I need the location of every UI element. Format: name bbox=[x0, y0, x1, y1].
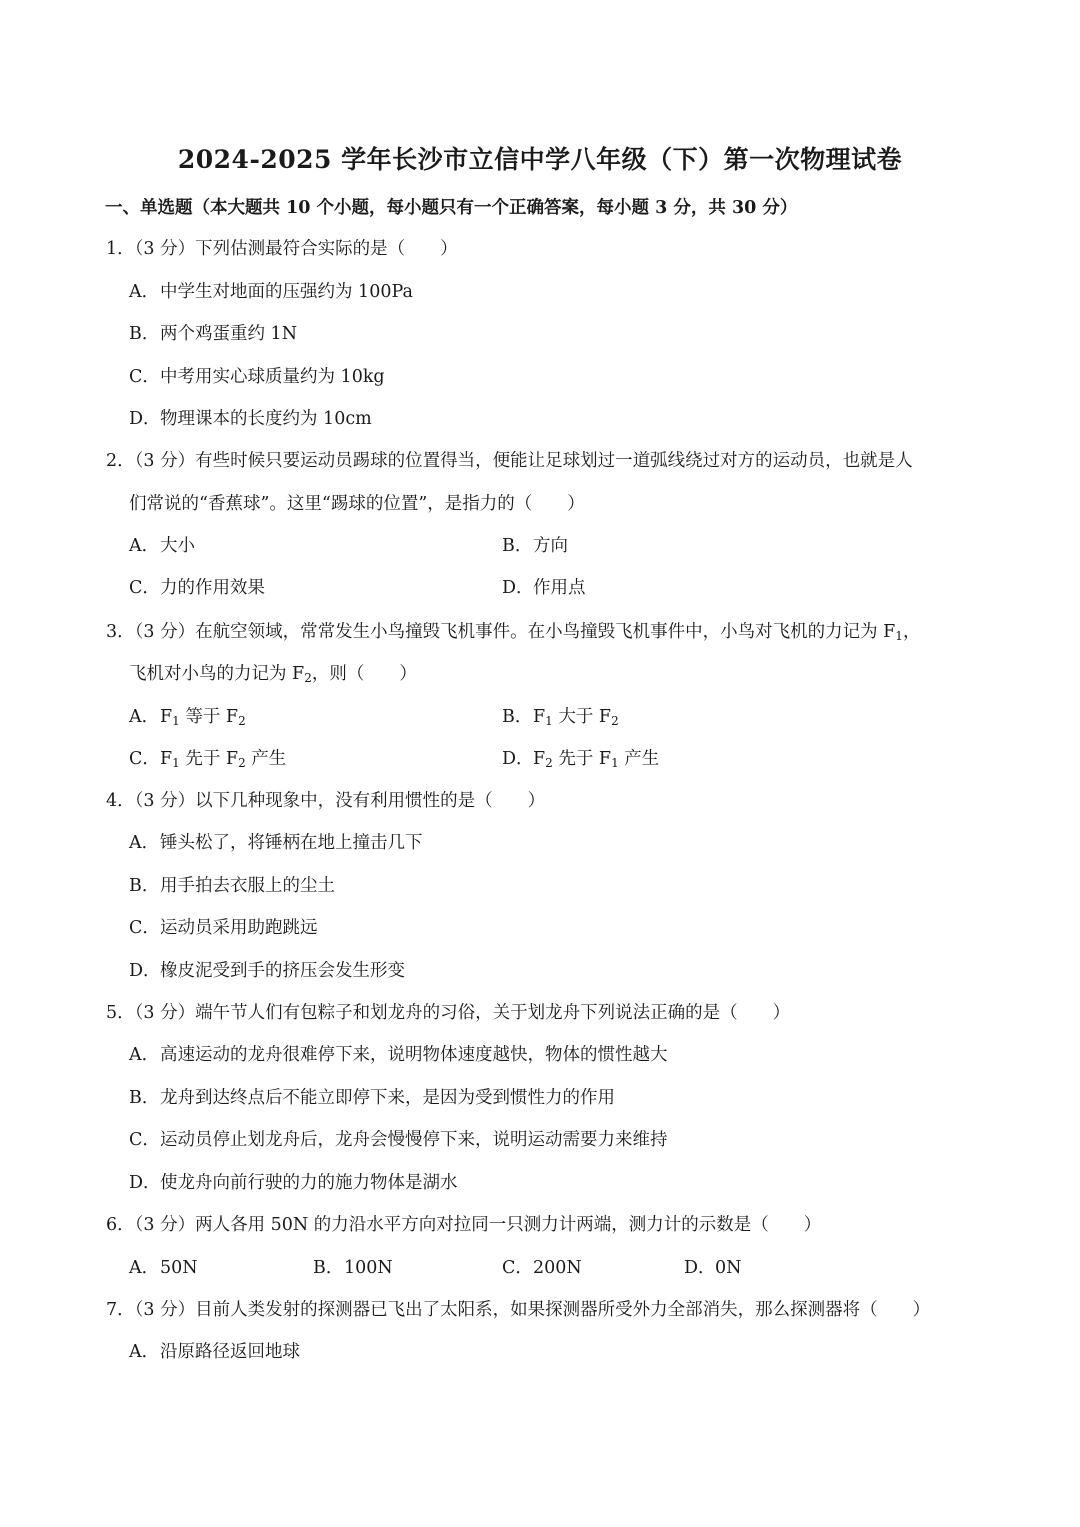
option-label: A． bbox=[129, 1258, 160, 1278]
section-heading: 一、单选题（本大题共 10 个小题，每小题只有一个正确答案，每小题 3 分，共 30 分） bbox=[105, 198, 798, 218]
option-label: D． bbox=[129, 1173, 161, 1193]
question-6-option-d[interactable] bbox=[684, 1256, 741, 1280]
question-6-option-a[interactable] bbox=[129, 1256, 198, 1280]
question-5-option-a[interactable] bbox=[129, 1043, 668, 1067]
option-label: B． bbox=[502, 536, 533, 556]
option-text: 50N bbox=[160, 1258, 198, 1278]
option-label: C． bbox=[129, 367, 160, 387]
option-text: F bbox=[533, 749, 546, 769]
option-text: 龙舟到达终点后不能立即停下来，是因为受到惯性力的作用 bbox=[160, 1088, 615, 1108]
question-2-option-b[interactable] bbox=[502, 534, 568, 558]
question-5-option-b[interactable] bbox=[129, 1086, 615, 1110]
question-3-stem bbox=[106, 620, 920, 648]
option-text: 运动员采用助跑跳远 bbox=[160, 918, 318, 938]
option-text: F bbox=[533, 707, 546, 727]
option-text: 大于 F bbox=[552, 707, 612, 727]
question-1-option-b[interactable] bbox=[129, 322, 297, 346]
question-3-option-a[interactable] bbox=[129, 705, 246, 733]
question-2-option-c[interactable] bbox=[129, 576, 265, 600]
option-label: A． bbox=[129, 1342, 160, 1362]
option-label: A． bbox=[129, 833, 160, 853]
option-text: 两个鸡蛋重约 1N bbox=[160, 324, 298, 344]
subscript: 1 bbox=[172, 714, 180, 728]
question-1-option-c[interactable] bbox=[129, 365, 385, 389]
question-2-option-d[interactable] bbox=[502, 576, 586, 600]
stem-text: ，则（ ） bbox=[311, 664, 417, 684]
option-text: 方向 bbox=[533, 536, 568, 556]
question-6-option-b[interactable] bbox=[313, 1256, 393, 1280]
option-label: D． bbox=[684, 1258, 716, 1278]
question-4-option-c[interactable] bbox=[129, 916, 318, 940]
question-3-stem-continued bbox=[129, 662, 417, 690]
subscript: 1 bbox=[545, 714, 553, 728]
option-label: A． bbox=[129, 1045, 160, 1065]
question-1-stem: 1．（3 分）下列估测最符合实际的是（ ） bbox=[106, 239, 458, 259]
option-label: C． bbox=[129, 918, 160, 938]
option-label: A． bbox=[129, 282, 160, 302]
stem-text: 飞机对小鸟的力记为 F bbox=[129, 664, 305, 684]
question-4-stem: 4．（3 分）以下几种现象中，没有利用惯性的是（ ） bbox=[106, 791, 546, 811]
question-3-option-d[interactable] bbox=[502, 747, 659, 775]
subscript: 1 bbox=[611, 756, 619, 770]
option-text: 大小 bbox=[160, 536, 195, 556]
option-label: C． bbox=[129, 578, 160, 598]
option-text: 100N bbox=[344, 1258, 393, 1278]
subscript: 2 bbox=[304, 671, 312, 685]
question-1-option-a[interactable] bbox=[129, 280, 413, 304]
option-text: 用手拍去衣服上的尘土 bbox=[160, 876, 335, 896]
option-text: 橡皮泥受到手的挤压会发生形变 bbox=[160, 961, 405, 981]
subscript: 2 bbox=[238, 756, 246, 770]
subscript: 2 bbox=[238, 714, 246, 728]
option-text: 产生 bbox=[618, 749, 660, 769]
option-text: 作用点 bbox=[533, 578, 586, 598]
subscript: 1 bbox=[172, 756, 180, 770]
option-text: F bbox=[160, 707, 173, 727]
subscript: 1 bbox=[895, 629, 903, 643]
option-text: 高速运动的龙舟很难停下来，说明物体速度越快，物体的惯性越大 bbox=[160, 1045, 668, 1065]
option-label: A． bbox=[129, 536, 160, 556]
question-3-option-b[interactable] bbox=[502, 705, 619, 733]
question-3-option-c[interactable] bbox=[129, 747, 286, 775]
question-2-stem-continued: 们常说的“香蕉球”。这里“踢球的位置”，是指力的（ ） bbox=[129, 494, 585, 514]
option-text: 运动员停止划龙舟后，龙舟会慢慢停下来，说明运动需要力来维持 bbox=[160, 1130, 668, 1150]
page-title: 2024-2025 学年长沙市立信中学八年级（下）第一次物理试卷 bbox=[177, 145, 903, 174]
option-text: 200N bbox=[533, 1258, 582, 1278]
option-text: 等于 F bbox=[179, 707, 239, 727]
question-2-option-a[interactable] bbox=[129, 534, 195, 558]
option-text: 力的作用效果 bbox=[160, 578, 265, 598]
question-4-option-d[interactable] bbox=[129, 959, 405, 983]
subscript: 2 bbox=[545, 756, 553, 770]
option-label: C． bbox=[502, 1258, 533, 1278]
question-5-option-d[interactable] bbox=[129, 1171, 458, 1195]
question-7-stem: 7．（3 分）目前人类发射的探测器已飞出了太阳系，如果探测器所受外力全部消失，那么探测器将（ ） bbox=[106, 1300, 931, 1320]
question-4-option-b[interactable] bbox=[129, 874, 335, 898]
question-4-option-a[interactable] bbox=[129, 831, 423, 855]
option-label: B． bbox=[313, 1258, 344, 1278]
option-text: 先于 F bbox=[552, 749, 612, 769]
question-7-option-a[interactable] bbox=[129, 1340, 300, 1364]
option-text: 沿原路径返回地球 bbox=[160, 1342, 300, 1362]
subscript: 2 bbox=[611, 714, 619, 728]
question-1-option-d[interactable] bbox=[129, 407, 372, 431]
option-label: D． bbox=[129, 409, 161, 429]
option-label: D． bbox=[502, 578, 534, 598]
option-label: C． bbox=[129, 1130, 160, 1150]
option-text: 中学生对地面的压强约为 100Pa bbox=[160, 282, 413, 302]
option-label: B． bbox=[129, 324, 160, 344]
option-label: A． bbox=[129, 707, 160, 727]
question-5-stem: 5．（3 分）端午节人们有包粽子和划龙舟的习俗，关于划龙舟下列说法正确的是（ ） bbox=[106, 1003, 791, 1023]
option-text: 使龙舟向前行驶的力的施力物体是湖水 bbox=[160, 1173, 458, 1193]
option-text: 锤头松了，将锤柄在地上撞击几下 bbox=[160, 833, 423, 853]
option-text: 产生 bbox=[245, 749, 287, 769]
option-label: B． bbox=[129, 1088, 160, 1108]
option-text: 物理课本的长度约为 10cm bbox=[160, 409, 372, 429]
question-6-stem: 6．（3 分）两人各用 50N 的力沿水平方向对拉同一只测力计两端，测力计的示数是（ ） bbox=[106, 1215, 822, 1235]
stem-text: 3．（3 分）在航空领域，常常发生小鸟撞毁飞机事件。在小鸟撞毁飞机事件中，小鸟对飞机的力记为 F bbox=[106, 622, 896, 642]
option-label: B． bbox=[502, 707, 533, 727]
option-text: 0N bbox=[715, 1258, 742, 1278]
option-text: 先于 F bbox=[179, 749, 239, 769]
option-label: D． bbox=[129, 961, 161, 981]
option-text: 中考用实心球质量约为 10kg bbox=[160, 367, 385, 387]
option-label: D． bbox=[502, 749, 534, 769]
stem-text: ， bbox=[902, 622, 921, 642]
question-6-option-c[interactable] bbox=[502, 1256, 582, 1280]
option-text: F bbox=[160, 749, 173, 769]
question-5-option-c[interactable] bbox=[129, 1128, 668, 1152]
question-2-stem: 2．（3 分）有些时候只要运动员踢球的位置得当，便能让足球划过一道弧线绕过对方的运动员，也就是人 bbox=[106, 451, 913, 471]
option-label: B． bbox=[129, 876, 160, 896]
option-label: C． bbox=[129, 749, 160, 769]
